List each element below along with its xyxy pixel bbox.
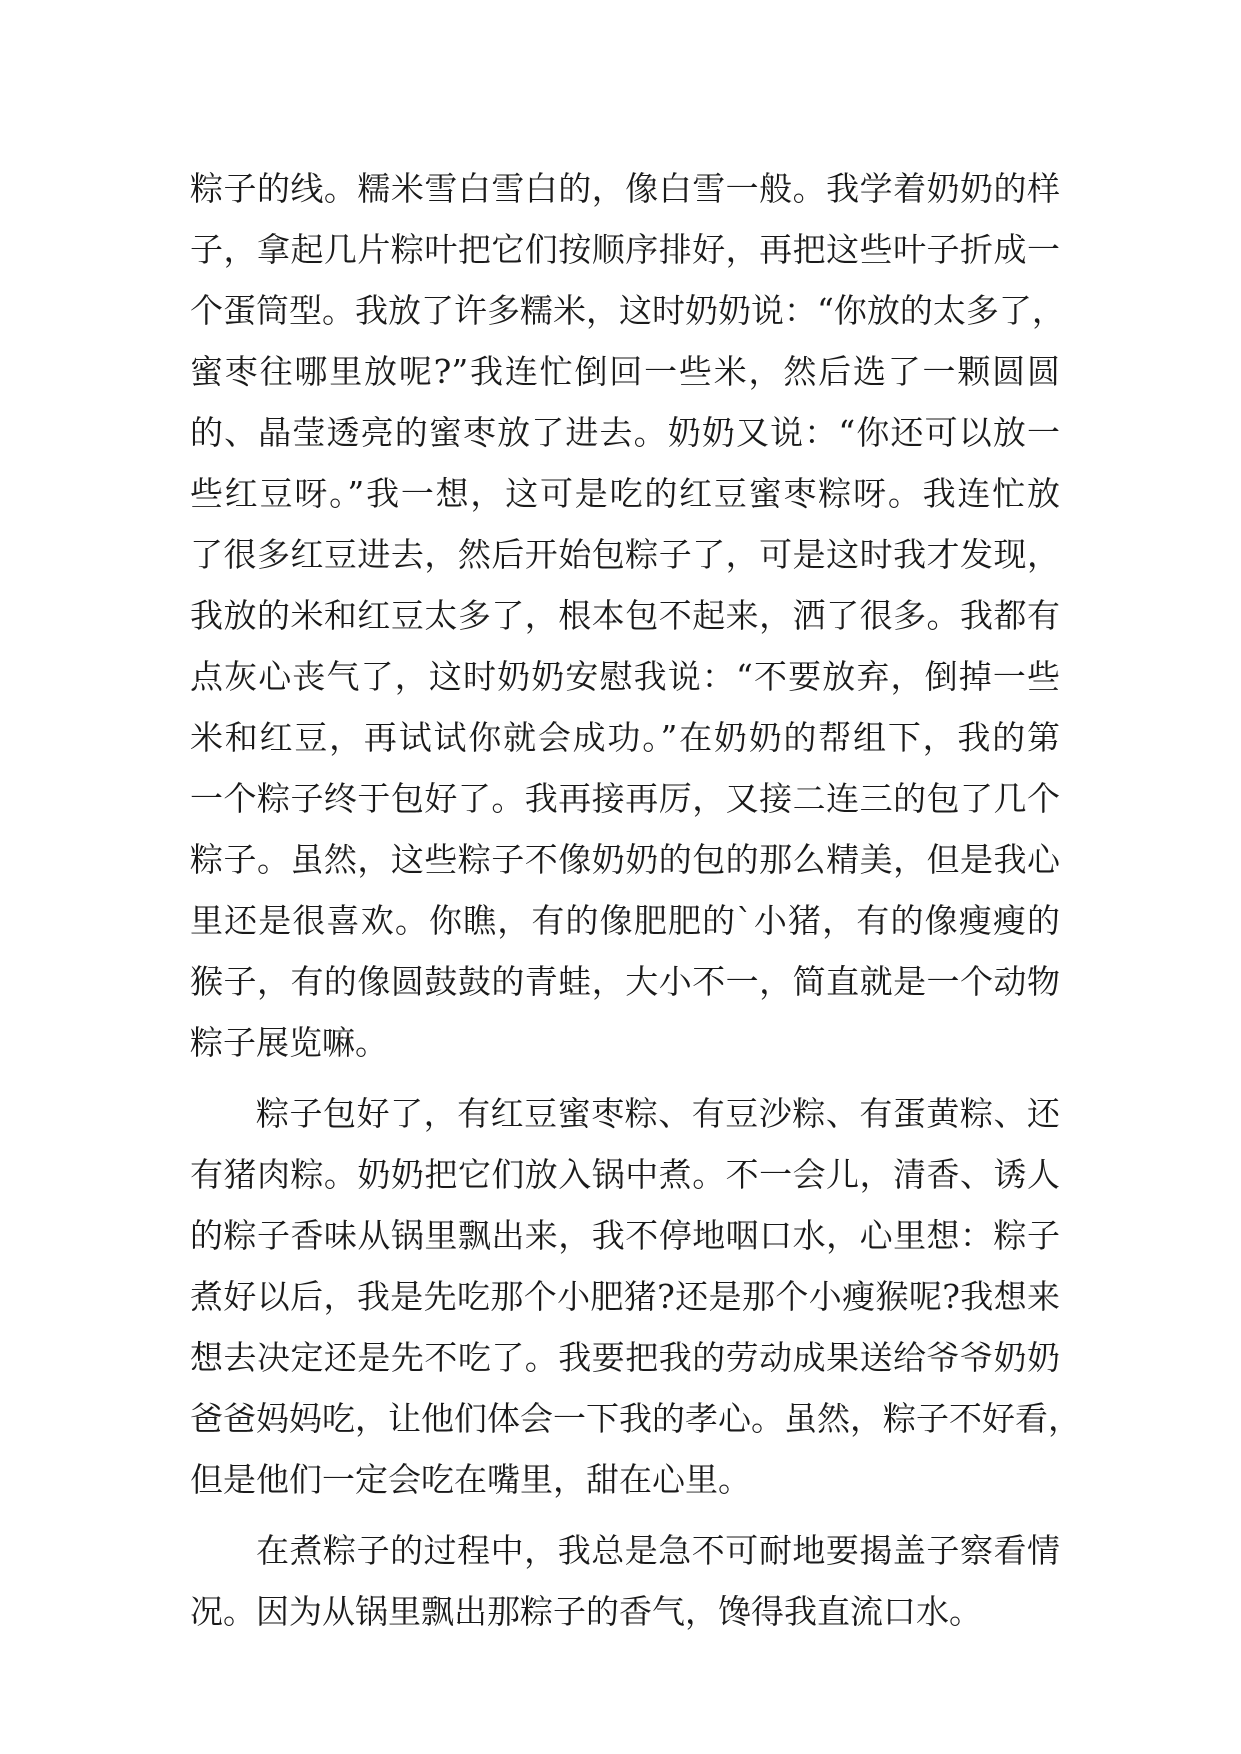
text-line: 但是他们一定会吃在嘴里，甜在心里。 [190,1460,751,1499]
text-line: 想去决定还是先不吃了。我要把我的劳动成果送给爷爷奶奶 [190,1338,1060,1377]
text-line: 米和红豆，再试试你就会成功。”在奶奶的帮组下，我的第 [190,718,1060,757]
text-line: 里还是很喜欢。你瞧，有的像肥肥的`小猪，有的像瘦瘦的 [190,901,1060,940]
text-line: 的、晶莹透亮的蜜枣放了进去。奶奶又说：“你还可以放一 [190,413,1060,452]
text-line: 粽子。虽然，这些粽子不像奶奶的包的那么精美，但是我心 [190,840,1060,879]
text-line: 粽子的线。糯米雪白雪白的，像白雪一般。我学着奶奶的样 [190,169,1060,208]
text-line: 点灰心丧气了，这时奶奶安慰我说：“不要放弃，倒掉一些 [190,657,1060,696]
text-line: 猴子，有的像圆鼓鼓的青蛙，大小不一，简直就是一个动物 [190,962,1060,1001]
paragraph [190,158,1065,1073]
text-line: 些红豆呀。”我一想，这可是吃的红豆蜜枣粽呀。我连忙放 [190,474,1060,513]
text-line: 了很多红豆进去，然后开始包粽子了，可是这时我才发现， [190,535,1060,574]
text-line: 爸爸妈妈吃，让他们体会一下我的孝心。虽然，粽子不好看， [190,1399,1081,1438]
text-line: 我放的米和红豆太多了，根本包不起来，洒了很多。我都有 [190,596,1060,635]
text-line: 在煮粽子的过程中，我总是急不可耐地要揭盖子察看情 [256,1531,1060,1570]
text-line: 煮好以后，我是先吃那个小肥猪?还是那个小瘦猴呢?我想来 [190,1277,1060,1316]
text-line: 的粽子香味从锅里飘出来，我不停地咽口水，心里想：粽子 [190,1216,1060,1255]
paragraph [190,1083,1081,1510]
text-line: 一个粽子终于包好了。我再接再厉，又接二连三的包了几个 [190,779,1060,818]
text-line: 个蛋筒型。我放了许多糯米，这时奶奶说：“你放的太多了， [190,291,1065,330]
text-line: 有猪肉粽。奶奶把它们放入锅中煮。不一会儿，清香、诱人 [190,1155,1060,1194]
text-line: 粽子展览嘛。 [190,1023,388,1062]
document-body [190,158,1081,1642]
text-line: 子，拿起几片粽叶把它们按顺序排好，再把这些叶子折成一 [190,230,1060,269]
text-line: 况。因为从锅里飘出那粽子的香气，馋得我直流口水。 [190,1592,982,1631]
text-line: 蜜枣往哪里放呢?”我连忙倒回一些米，然后选了一颗圆圆 [190,352,1060,391]
text-line: 粽子包好了，有红豆蜜枣粽、有豆沙粽、有蛋黄粽、还 [256,1094,1060,1133]
paragraph [190,1520,1060,1642]
